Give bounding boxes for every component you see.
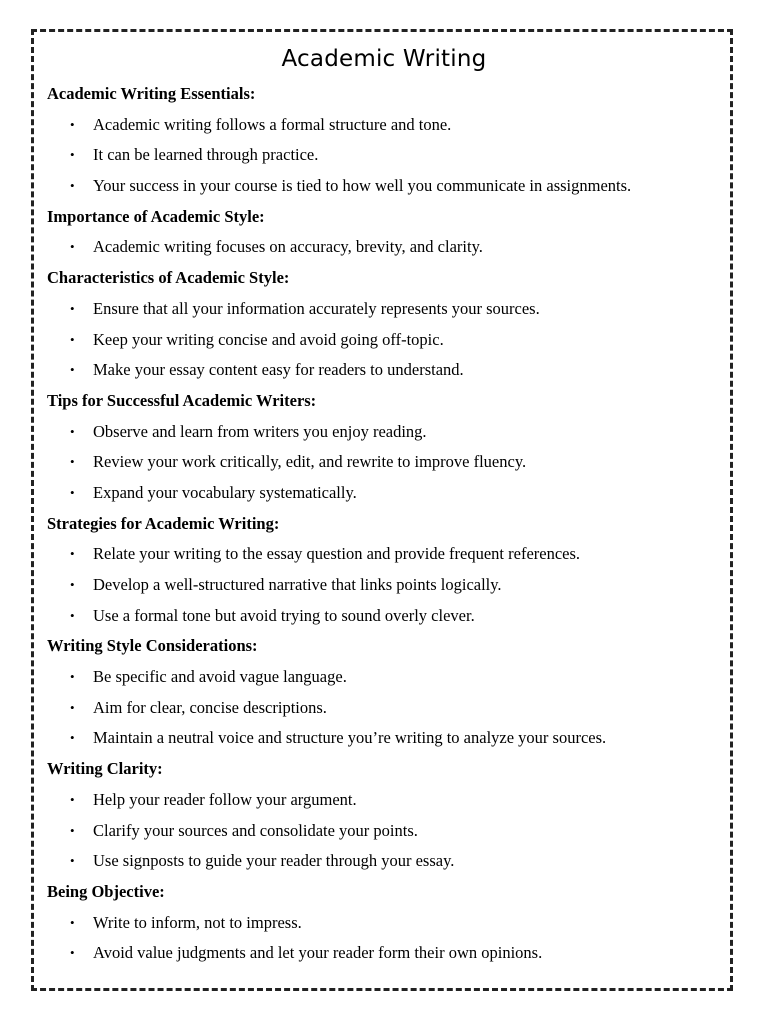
list-item-text: Maintain a neutral voice and structure you’re writing to analyze your sources. — [93, 728, 607, 748]
list-item — [47, 908, 727, 939]
list-item-text: Clarify your sources and consolidate your points. — [93, 820, 418, 840]
bullet-list — [47, 232, 727, 263]
bullet-icon: • — [70, 239, 75, 255]
list-item — [47, 601, 727, 632]
list-item — [47, 478, 727, 509]
section-heading: Importance of Academic Style: — [47, 206, 265, 226]
list-item — [47, 417, 727, 448]
list-item-text: Keep your writing concise and avoid going off-topic. — [93, 329, 444, 349]
list-item-text: Help your reader follow your argument. — [93, 789, 357, 809]
list-item-text: It can be learned through practice. — [93, 145, 319, 165]
bullet-icon: • — [70, 945, 75, 961]
list-item — [47, 846, 727, 877]
bullet-list — [47, 908, 727, 969]
list-item-text: Observe and learn from writers you enjoy reading. — [93, 421, 427, 441]
bullet-list — [47, 417, 727, 509]
list-item — [47, 232, 727, 263]
list-item-text: Use a formal tone but avoid trying to sound overly clever. — [93, 605, 475, 625]
section-clarity — [47, 754, 727, 877]
list-item — [47, 355, 727, 386]
list-item-text: Avoid value judgments and let your reader form their own opinions. — [93, 943, 543, 963]
list-item — [47, 570, 727, 601]
bullet-list — [47, 110, 727, 202]
list-item — [47, 938, 727, 969]
bullet-icon: • — [70, 546, 75, 562]
bullet-icon: • — [70, 730, 75, 746]
list-item-text: Review your work critically, edit, and rewrite to improve fluency. — [93, 452, 527, 472]
list-item — [47, 785, 727, 816]
list-item — [47, 447, 727, 478]
list-item — [47, 110, 727, 141]
bullet-icon: • — [70, 147, 75, 163]
list-item — [47, 539, 727, 570]
bullet-list — [47, 785, 727, 877]
list-item-text: Develop a well-structured narrative that links points logically. — [93, 575, 502, 594]
list-item — [47, 294, 727, 325]
bullet-icon: • — [70, 331, 75, 347]
bullet-icon: • — [70, 577, 75, 592]
bullet-icon: • — [70, 300, 75, 316]
list-item-text: Make your essay content easy for readers to understand. — [93, 360, 464, 380]
bullet-icon: • — [70, 362, 75, 378]
list-item-text: Relate your writing to the essay question and provide frequent references. — [93, 544, 581, 564]
list-item-text: Academic writing follows a formal structure and tone. — [93, 114, 452, 134]
bullet-icon: • — [70, 853, 75, 869]
section-heading: Writing Clarity: — [47, 759, 163, 779]
list-item — [47, 140, 727, 171]
bullet-icon: • — [70, 914, 75, 930]
bullet-icon: • — [70, 423, 75, 439]
bullet-icon: • — [70, 607, 75, 623]
section-objective — [47, 877, 727, 969]
section-heading: Academic Writing Essentials: — [47, 84, 256, 103]
section-essentials — [47, 79, 727, 202]
section-importance — [47, 202, 727, 263]
section-heading: Strategies for Academic Writing: — [47, 513, 280, 533]
list-item — [47, 662, 727, 693]
list-item — [47, 723, 727, 754]
list-item — [47, 171, 727, 202]
bullet-icon: • — [70, 669, 75, 685]
list-item-text: Use signposts to guide your reader through your essay. — [93, 851, 455, 871]
section-strategies — [47, 509, 727, 632]
bullet-list — [47, 662, 727, 754]
list-item-text: Write to inform, not to impress. — [93, 912, 302, 932]
list-item-text: Academic writing focuses on accuracy, brevity, and clarity. — [93, 237, 483, 257]
section-heading: Writing Style Considerations: — [47, 636, 258, 656]
bullet-list — [47, 294, 727, 386]
document-body — [47, 79, 727, 969]
bullet-icon: • — [70, 699, 75, 715]
section-heading: Tips for Successful Academic Writers: — [47, 390, 317, 410]
list-item-text: Expand your vocabulary systematically. — [93, 482, 357, 502]
section-heading: Being Objective: — [47, 881, 165, 901]
list-item — [47, 693, 727, 724]
list-item-text: Ensure that all your information accurately represents your sources. — [93, 298, 540, 318]
bullet-icon: • — [70, 116, 75, 132]
list-item-text: Be specific and avoid vague language. — [93, 667, 347, 687]
section-style-considerations — [47, 631, 727, 754]
bullet-list — [47, 539, 727, 631]
bullet-icon: • — [70, 791, 75, 807]
section-heading: Characteristics of Academic Style: — [47, 268, 290, 288]
bullet-icon: • — [70, 822, 75, 838]
bullet-icon: • — [70, 484, 75, 500]
bullet-icon: • — [70, 178, 75, 194]
list-item — [47, 816, 727, 847]
list-item-text: Aim for clear, concise descriptions. — [93, 697, 327, 717]
list-item — [47, 325, 727, 356]
page-title: Academic Writing — [281, 46, 487, 72]
bullet-icon: • — [70, 454, 75, 470]
section-characteristics — [47, 263, 727, 386]
list-item-text: Your success in your course is tied to how well you communicate in assignments. — [93, 176, 632, 196]
section-tips — [47, 386, 727, 509]
